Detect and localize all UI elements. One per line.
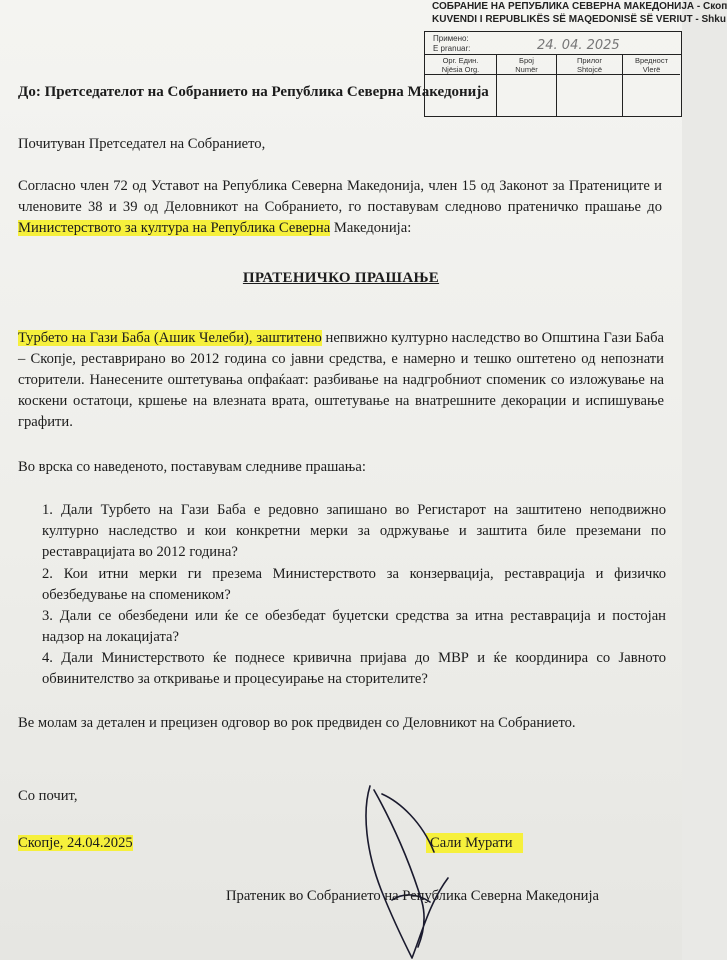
stamp-col-attachment: Прилог Shtojcë — [557, 55, 623, 116]
highlight-turbe: Турбето на Гази Баба (Ашик Челеби), заштитено — [18, 330, 322, 346]
stamp-received-mk: Примено: — [433, 34, 469, 43]
stamp-col-value: Вредност Vlerë — [623, 55, 680, 116]
question-1: 1. Дали Турбето на Гази Баба е редовно запишано во Регистарот на заштитено неподвижно културно наследство и кои конкретни мерки за одржување и заштита биле преземани по реставрацијата во 2012 година? — [42, 502, 666, 560]
signatory-role: Пратеник во Собранието на Република Северна Македонија — [226, 888, 599, 904]
question-3: 3. Дали се обезбедени или ќе се обезбедат буџетски средства за итна реставрација и постојан надзор на локацијата? — [42, 608, 666, 645]
stamp-header-mk: СОБРАНИЕ НА РЕПУБЛИКА СЕВЕРНА МАКЕДОНИЈА - Скоп — [432, 1, 727, 12]
addressee: До: Претседателот на Собранието на Република Северна Македонија — [18, 84, 489, 100]
regards: Со почит, — [18, 788, 78, 804]
questions-lead: Во врска со наведеното, поставувам следниве прашања: — [18, 459, 366, 475]
highlight-ministry: Министерството за култура на Република Северна — [18, 220, 331, 236]
question-4: 4. Дали Министерството ќе поднесе кривична пријава до МВР и ќе координира со Јавното обвинителство за откривање и процесуирање на сторителите? — [42, 650, 666, 687]
document-title: ПРАТЕНИЧКО ПРАШАЊЕ — [242, 270, 440, 286]
stamp-col-org: Орг. Един. Njësia Org. — [425, 55, 497, 116]
stamp-handwritten-date: 24. 04. 2025 — [537, 38, 620, 53]
registration-stamp — [424, 31, 682, 117]
place-date: Скопје, 24.04.2025 — [18, 835, 133, 851]
handwritten-signature — [352, 782, 462, 960]
stamp-header-sq: KUVENDI I REPUBLIKËS SË MAQEDONISË SË VERIUT - Shku — [432, 14, 726, 25]
stamp-col-number: Број Numër — [497, 55, 557, 116]
greeting: Почитуван Претседател на Собранието, — [18, 136, 266, 152]
closing-request: Ве молам за детален и прецизен одговор во рок предвиден со Деловникот на Собранието. — [18, 715, 576, 731]
question-2: 2. Кои итни мерки ги презема Министерството за конзервација, реставрација и физичко обезбедување на спомеником? — [42, 566, 666, 603]
stamp-header — [432, 0, 727, 26]
stamp-received-sq: E pranuar: — [433, 44, 471, 53]
intro-paragraph: Согласно член 72 од Уставот на Република Северна Македонија, член 15 од Законот за Пратениците и членовите 38 и 39 од Деловникот на Собранието, го поставувам следново пратеничко прашање до Министерството за култура на Република Северна Македонија: — [18, 178, 662, 236]
description-paragraph: Турбето на Гази Баба (Ашик Челеби), заштитено непвижно културно наследство во Општина Гази Баба – Скопје, реставрирано во 2012 година со јавни средства, е намерно и тешко оштетено од непознати сторители. Нанесените оштетувања опфаќаат: разбивање на надгробниот споменик со изложување на коскени остатоци, кршење на влезната врата, оштетување на внатрешните декорации и испишување графити. — [18, 330, 664, 430]
signatory-name: Сали Мурати — [426, 833, 523, 854]
